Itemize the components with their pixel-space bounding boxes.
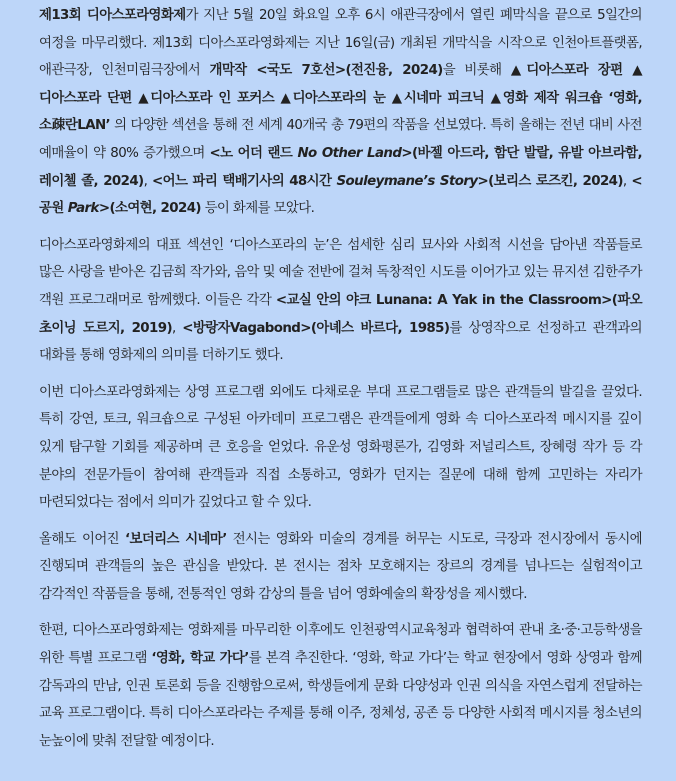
emphasized-text [68, 201, 99, 216]
emphasized-italic-text: Souleymane’s Story [336, 173, 478, 189]
body-text: 한편, 디아스포라영화제는 영화제를 마무리한 이후에도 인천광역시교육청과 협력하여 관내 초·중·고등학생을 위한 특별 프로그램 [39, 623, 642, 667]
body-text: 등이 화제를 모았다. [200, 201, 315, 217]
paragraph-cinema-goes-to-school [39, 617, 642, 755]
body-text: 를 본격 추진한다. ‘영화, 학교 가다’는 학교 현장에서 영화 상영과 함께 감독과의 만남, 인권 토론회 등을 진행함으로써, 학생들에게 문화 다양성과 인권 의식을 자연스럽게 전달하는 교육 프로그램이다. 특히 디아스포라라는 주제를 통해 이주, 정체성, 공존 등 다양한 사회적 메시지를 청소년의 눈높이에 맞춰 전달할 예정이다. [39, 651, 642, 749]
paragraph-closing-summary [39, 2, 642, 223]
body-text: , [622, 173, 632, 189]
body-text: 의 다양한 섹션을 통해 전 세계 40개국 총 79편의 작품을 선보였다. 특히 올해는 전년 대비 사전 예매율이 약 80% 증가했으며 [39, 118, 642, 161]
body-text: 디아스포라영화제의 대표 섹션인 ‘디아스포라의 눈’은 섬세한 심리 묘사와 사회적 시선을 담아낸 작품들로 많은 사랑을 받아온 김금희 작가와, 음악 및 예술 전반에 걸쳐 독창적인 시도를 이어가고 있는 뮤지션 김한주가 객원 프로그래머로 함께했다. 이들은 각각 [39, 237, 642, 308]
body-text: , [171, 320, 183, 336]
body-text: 전시는 영화와 미술의 경계를 허무는 시도로, 극장과 전시장에서 동시에 진행되며 관객들의 높은 관심을 받았다. 본 전시는 점차 모호해지는 장르의 경계를 넘나드는 실험적이고 감각적인 작품들을 통해, 전통적인 영화 감상의 틀을 넘어 영화예술의 확장성을 제시했다. [39, 531, 642, 602]
paragraph-diaspora-eye [39, 232, 642, 370]
body-text: , [143, 173, 153, 189]
emphasized-text: >(바젤 아드라, 함단 발랄, 유발 아브라함, 레이첼 졸, 2024) [39, 145, 642, 189]
body-text: 가 지난 5월 20일 화요일 오후 6시 애관극장에서 열린 폐막식을 끝으로 5일간의 여정을 마무리했다. 제13회 디아스포라영화제는 지난 16일(금) 개최된 개막식을 시작으로 인천아트플랫폼, 애관극장, 인천미림극장에서 [39, 8, 642, 79]
emphasized-text: <공원 [39, 173, 642, 217]
body-text: 를 상영작으로 선정하고 관객과의 대화를 통해 영화제의 의미를 더하기도 했다. [39, 320, 642, 364]
emphasized-text: ‘보더리스 시네마’ [125, 531, 227, 547]
emphasized-italic-text: No Other Land [297, 145, 402, 161]
body-text: 올해도 이어진 [39, 531, 125, 547]
emphasized-text: 개막작 <국도 7호선>(전진융, 2024) [209, 63, 443, 79]
body-text: 이번 디아스포라영화제는 상영 프로그램 외에도 다채로운 부대 프로그램들로 많은 관객들의 발길을 끌었다. 특히 강연, 토크, 워크숍으로 구성된 아카데미 프로그램은 관객들에게 영화 속 디아스포라적 메시지를 깊이 있게 탐구할 기회를 제공하며 큰 호응을 얻었다. 유운성 영화평론가, 김영화 저널리스트, 장혜령 작가 등 각 분야의 전문가들이 참여해 관객들과 직접 소통하고, 영화가 던지는 질문에 대해 함께 고민하는 자리가 마련되었다는 점에서 의미가 깊었다고 할 수 있다. [39, 384, 642, 511]
emphasized-text: <노 어더 랜드 [209, 145, 298, 161]
emphasized-text: 제13회 디아스포라영화제 [39, 8, 186, 23]
body-text: 을 비롯해 [442, 63, 511, 79]
emphasized-text: ‘영화, 학교 가다’ [151, 651, 249, 667]
emphasized-italic-text: Park [67, 201, 99, 217]
paragraph-side-programs [39, 379, 642, 517]
emphasized-text: >(소여현, 2024) [98, 201, 201, 217]
emphasized-text: <교실 안의 야크 Lunana: A Yak in the Classroom>(파오 초이닝 도르지, 2019) [39, 292, 642, 336]
emphasized-text: <어느 파리 택배기사의 48시간 [152, 173, 337, 189]
emphasized-text: ▲디아스포라 장편 ▲디아스포라 단편 ▲디아스포라 인 포커스 ▲디아스포라의 눈 ▲시네마 피크닉 ▲영화 제작 워크숍 ‘영화, 소疎란LAN’ [39, 63, 642, 134]
emphasized-text: >(보리스 로즈킨, 2024) [477, 173, 623, 189]
emphasized-text [297, 146, 401, 161]
emphasized-text [337, 174, 478, 189]
emphasized-text: <방랑자Vagabond>(아녜스 바르다, 1985) [182, 320, 450, 336]
paragraph-borderless-cinema [39, 526, 642, 609]
